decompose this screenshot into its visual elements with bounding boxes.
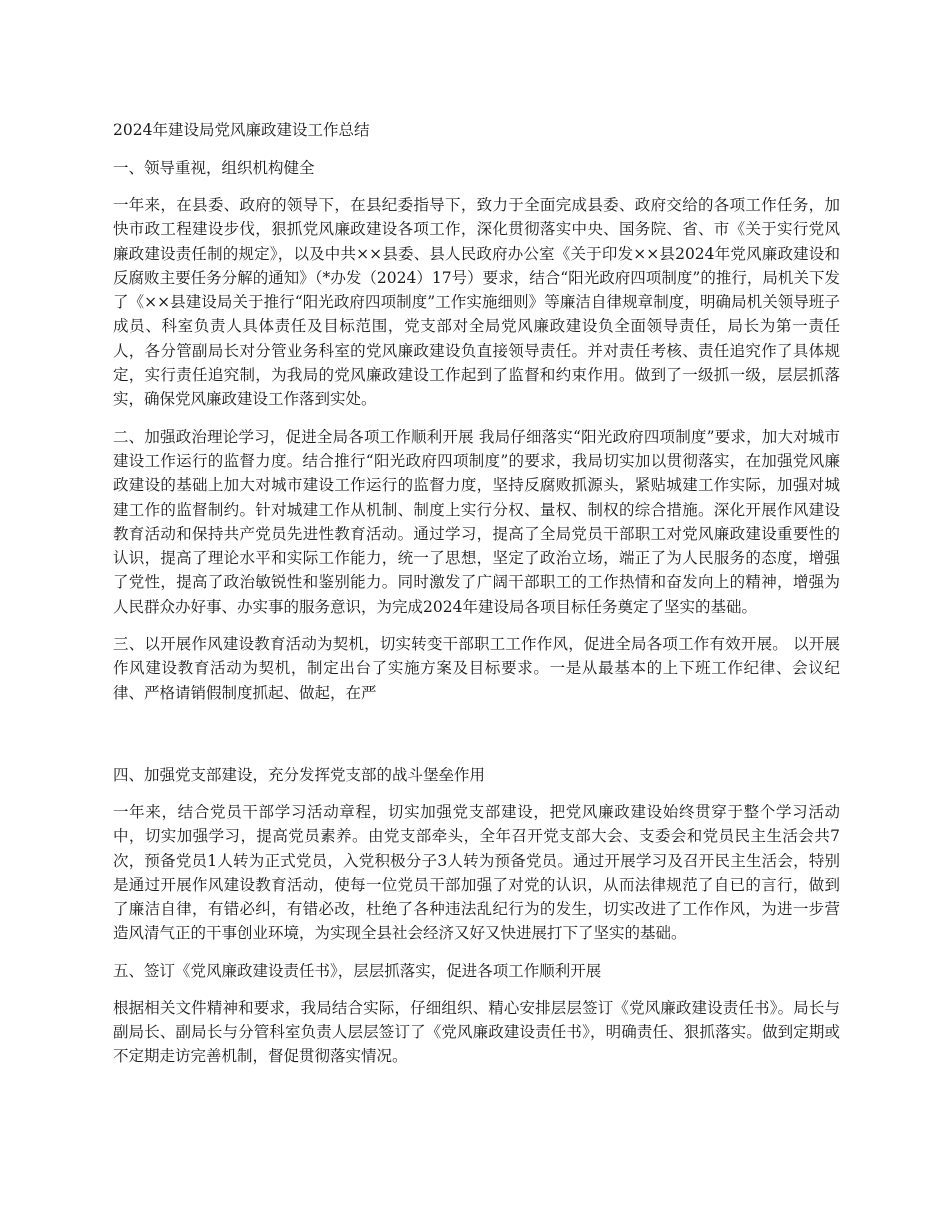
page-gap	[113, 718, 840, 763]
section-paragraph-5: 根据相关文件精神和要求，我局结合实际，仔细组织、精心安排层层签订《党风廉政建设责任书》。局长与副局长、副局长与分管科室负责人层层签订了《党风廉政建设责任书》，明确责任、狠抓落实。做到定期或不定期走访完善机制，督促贯彻落实情况。	[113, 998, 840, 1066]
document-page	[113, 118, 840, 1082]
document-title: 2024年建设局党风廉政建设工作总结	[113, 121, 370, 139]
section-heading-4: 四、加强党支部建设，充分发挥党支部的战斗堡垒作用	[113, 765, 486, 784]
section-paragraph-4: 一年来，结合党员干部学习活动章程，切实加强党支部建设，把党风廉政建设始终贯穿于整个学习活动中，切实加强学习，提高党员素养。由党支部牵头，全年召开党支部大会、支委会和党员民主生活会共7次，预备党员1人转为正式党员，入党积极分子3人转为预备党员。通过开展学习及召开民主生活会，特别是通过开展作风建设教育活动，使每一位党员干部加强了对党的认识，从而法律规范了自已的言行，做到了廉洁自律，有错必纠，有错必改，杜绝了各种违法乱纪行为的发生，切实改进了工作作风，为进一步营造风清气正的干事创业环境，为实现全县社会经济又好又快进展打下了坚实的基础。	[113, 802, 840, 943]
section-heading-1: 一、领导重视，组织机构健全	[113, 159, 315, 177]
section-paragraph-2: 二、加强政治理论学习，促进全局各项工作顺利开展 我局仔细落实“阳光政府四项制度”要求，加大对城市建设工作运行的监督力度。结合推行“阳光政府四项制度”的要求，我局切实加以贯彻落实，在加强党风廉政建设的基础上加大对城市建设工作运行的监督力度，坚持反腐败抓源头，紧贴城建工作实际，加强对城建工作的监督制约。针对城建工作从机制、制度上实行分权、量权、制权的综合措施。深化开展作风建设教育活动和保持共产党员先进性教育活动。通过学习，提高了全局党员干部职工对党风廉政建设重要性的认识，提高了理论水平和实际工作能力，统一了思想，坚定了政治立场，端正了为人民服务的态度，增强了党性，提高了政治敏锐性和鉴别能力。同时激发了广阔干部职工的工作热情和奋发向上的精神，增强为人民群众办好事、办实事的服务意识，为完成2024年建设局各项目标任务奠定了坚实的基础。	[113, 427, 840, 616]
section-paragraph-1: 一年来，在县委、政府的领导下，在县纪委指导下，致力于全面完成县委、政府交给的各项工作任务，加快市政工程建设步伐，狠抓党风廉政建设各项工作，深化贯彻落实中央、国务院、省、市《关于实行党风廉政建设责任制的规定》，以及中共××县委、县人民政府办公室《关于印发××县2024年党风廉政建设和反腐败主要任务分解的通知》（*办发（2024）17号）要求，结合“阳光政府四项制度”的推行，局机关下发了《××县建设局关于推行“阳光政府四项制度”工作实施细则》等廉洁自律规章制度，明确局机关领导班子成员、科室负责人具体责任及目标范围，党支部对全局党风廉政建设负全面领导责任，局长为第一责任人，各分管副局长对分管业务科室的党风廉政建设负直接领导责任。并对责任考核、责任追究作了具体规定，实行责任追究制，为我局的党风廉政建设工作起到了监督和约束作用。做到了一级抓一级，层层抓落实，确保党风廉政建设工作落到实处。	[113, 196, 840, 409]
section-heading-5: 五、签订《党风廉政建设责任书》，层层抓落实，促进各项工作顺利开展	[113, 961, 602, 980]
section-paragraph-3: 三、以开展作风建设教育活动为契机，切实转变干部职工工作作风，促进全局各项工作有效开展。 以开展作风建设教育活动为契机，制定出台了实施方案及目标要求。一是从最基本的上下班工作纪律、会议纪律、严格请销假制度抓起、做起，在严	[113, 635, 840, 702]
